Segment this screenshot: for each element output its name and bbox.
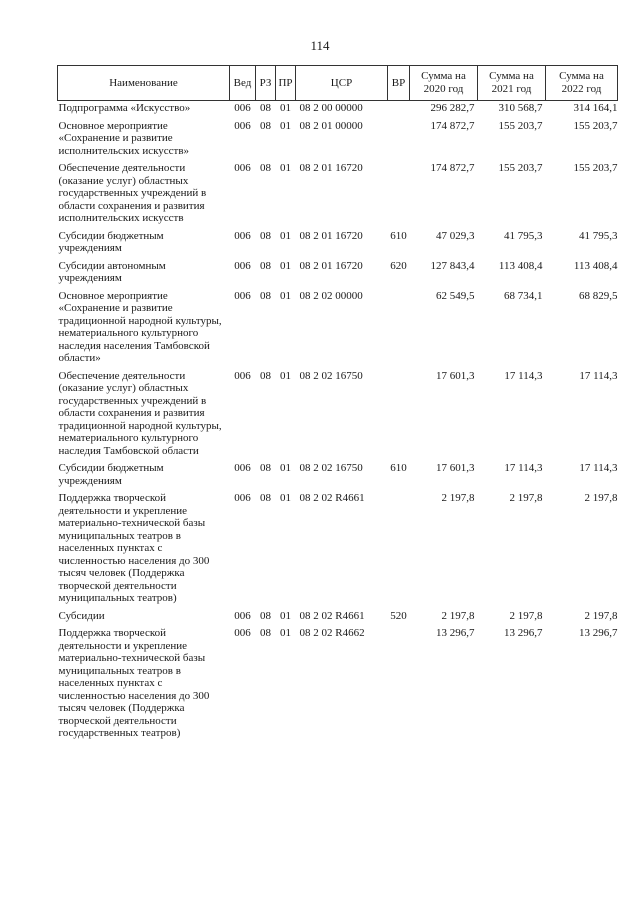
cell-sum-2022: 113 408,4	[573, 259, 618, 272]
cell-ved: 006	[234, 609, 251, 622]
cell-pr: 01	[280, 609, 291, 622]
cell-name: Поддержка творческой деятельности и укрепление материально-технической базы муниципальных театров в населенных пунктах с численностью населения до 300 тысяч человек (Поддержка творческой деятельности государственных театров)	[58, 627, 210, 739]
cell-ved: 006	[234, 627, 251, 639]
cell-sum-2022: 155 203,7	[573, 119, 618, 132]
cell-rz: 08	[260, 462, 271, 474]
cell-ved: 006	[234, 102, 251, 114]
header-vr: ВР	[388, 66, 410, 101]
cell-name: Субсидии автономным учреждениям	[58, 259, 166, 284]
cell-sum-2020: 174 872,7	[430, 162, 475, 174]
table-row	[58, 491, 618, 609]
cell-vr	[388, 161, 410, 229]
cell-sum-2020: 2 197,8	[441, 609, 475, 622]
cell-vr	[388, 119, 410, 162]
cell-csr: 08 2 01 00000	[299, 119, 363, 132]
cell-ved: 006	[234, 162, 251, 174]
cell-pr: 01	[280, 119, 291, 132]
cell-sum-2021: 155 203,7	[498, 162, 543, 174]
cell-sum-2021: 310 568,7	[498, 102, 543, 114]
table-row	[58, 626, 618, 744]
cell-name: Субсидии бюджетным учреждениям	[58, 462, 164, 487]
cell-csr: 08 2 01 16720	[299, 229, 363, 242]
cell-rz: 08	[260, 369, 271, 382]
table-header	[58, 66, 618, 101]
cell-csr: 08 2 02 R4661	[299, 609, 365, 622]
cell-sum-2022: 17 114,3	[579, 369, 618, 382]
cell-csr: 08 2 02 00000	[299, 289, 363, 302]
cell-rz: 08	[260, 492, 271, 504]
cell-sum-2020: 17 601,3	[436, 462, 475, 474]
cell-vr: 620	[390, 259, 407, 272]
cell-pr: 01	[280, 627, 291, 639]
cell-rz: 08	[260, 229, 271, 242]
cell-vr: 520	[390, 609, 407, 622]
header-ved: Вед	[230, 66, 256, 101]
header-sum-2022: Сумма на 2022 год	[546, 66, 618, 101]
cell-sum-2022: 2 197,8	[584, 492, 618, 504]
cell-vr	[388, 626, 410, 744]
table-row	[58, 461, 618, 491]
cell-name: Субсидии	[58, 609, 105, 622]
cell-csr: 08 2 02 R4662	[299, 627, 365, 639]
cell-sum-2021: 13 296,7	[504, 627, 543, 639]
cell-sum-2020: 174 872,7	[430, 119, 475, 132]
cell-sum-2020: 296 282,7	[430, 102, 475, 114]
cell-name: Подпрограмма «Искусство»	[58, 102, 191, 114]
cell-ved: 006	[234, 289, 251, 302]
cell-vr	[388, 369, 410, 462]
header-sum-2020: Сумма на 2020 год	[410, 66, 478, 101]
cell-name: Субсидии бюджетным учреждениям	[58, 229, 164, 254]
cell-rz: 08	[260, 609, 271, 622]
table-row	[58, 259, 618, 289]
cell-name: Основное мероприятие «Сохранение и развитие исполнительских искусств»	[58, 119, 190, 157]
cell-name: Обеспечение деятельности (оказание услуг) областных государственных учреждений в области сохранения и развития традиционной народной культуры, нематериального культурного наследия Тамбовской области	[58, 369, 222, 457]
cell-pr: 01	[280, 369, 291, 382]
header-name: Наименование	[58, 66, 230, 101]
cell-sum-2022: 41 795,3	[579, 229, 618, 242]
cell-ved: 006	[234, 369, 251, 382]
cell-ved: 006	[234, 119, 251, 132]
cell-sum-2021: 68 734,1	[504, 289, 543, 302]
table-row	[58, 369, 618, 462]
cell-sum-2021: 2 197,8	[509, 492, 543, 504]
cell-pr: 01	[280, 289, 291, 302]
cell-pr: 01	[280, 102, 291, 114]
cell-sum-2021: 41 795,3	[504, 229, 543, 242]
cell-sum-2022: 13 296,7	[579, 627, 618, 639]
cell-rz: 08	[260, 259, 271, 272]
cell-vr	[388, 289, 410, 369]
cell-csr: 08 2 02 16750	[299, 462, 363, 474]
table-body	[58, 101, 618, 744]
table-row	[58, 101, 618, 119]
cell-csr: 08 2 00 00000	[299, 102, 363, 114]
cell-pr: 01	[280, 462, 291, 474]
cell-sum-2020: 17 601,3	[436, 369, 475, 382]
cell-csr: 08 2 01 16720	[299, 162, 363, 174]
cell-rz: 08	[260, 162, 271, 174]
cell-sum-2020: 127 843,4	[430, 259, 475, 272]
cell-pr: 01	[280, 259, 291, 272]
table-row	[58, 161, 618, 229]
cell-ved: 006	[234, 492, 251, 504]
cell-sum-2022: 17 114,3	[579, 462, 618, 474]
cell-vr: 610	[390, 229, 407, 242]
cell-csr: 08 2 02 R4661	[299, 492, 365, 504]
table-row	[58, 609, 618, 627]
cell-name: Поддержка творческой деятельности и укрепление материально-технической базы муниципальных театров в населенных пунктах с численностью населения до 300 тысяч человек (Поддержка творческой деятельности муниципальных театров)	[58, 492, 210, 604]
cell-ved: 006	[234, 462, 251, 474]
cell-ved: 006	[234, 259, 251, 272]
cell-name: Основное мероприятие «Сохранение и развитие традиционной народной культуры, нематериального культурного наследия населения Тамбовской области»	[58, 289, 222, 364]
cell-pr: 01	[280, 492, 291, 504]
header-csr: ЦСР	[296, 66, 388, 101]
cell-rz: 08	[260, 119, 271, 132]
cell-sum-2021: 155 203,7	[498, 119, 543, 132]
cell-pr: 01	[280, 162, 291, 174]
table-row	[58, 229, 618, 259]
cell-vr	[388, 101, 410, 119]
cell-sum-2020: 62 549,5	[436, 289, 475, 302]
cell-ved: 006	[234, 229, 251, 242]
cell-sum-2022: 155 203,7	[573, 162, 618, 174]
cell-sum-2021: 17 114,3	[504, 462, 543, 474]
cell-sum-2021: 2 197,8	[509, 609, 543, 622]
cell-name: Обеспечение деятельности (оказание услуг) областных государственных учреждений в области сохранения и развития исполнительских искусств	[58, 162, 207, 224]
budget-table	[57, 65, 618, 744]
cell-sum-2021: 113 408,4	[498, 259, 543, 272]
cell-sum-2020: 13 296,7	[436, 627, 475, 639]
table-row	[58, 119, 618, 162]
table-row	[58, 289, 618, 369]
cell-vr	[388, 491, 410, 609]
cell-sum-2022: 314 164,1	[573, 102, 618, 114]
cell-vr: 610	[390, 462, 407, 474]
cell-sum-2020: 2 197,8	[441, 492, 475, 504]
cell-csr: 08 2 02 16750	[299, 369, 363, 382]
header-sum-2021: Сумма на 2021 год	[478, 66, 546, 101]
page-number: 114	[310, 38, 330, 53]
cell-sum-2021: 17 114,3	[504, 369, 543, 382]
header-pr: ПР	[276, 66, 296, 101]
cell-rz: 08	[260, 102, 271, 114]
cell-csr: 08 2 01 16720	[299, 259, 363, 272]
cell-rz: 08	[260, 627, 271, 639]
header-rz: РЗ	[256, 66, 276, 101]
cell-sum-2020: 47 029,3	[436, 229, 475, 242]
cell-pr: 01	[280, 229, 291, 242]
cell-sum-2022: 68 829,5	[579, 289, 618, 302]
cell-sum-2022: 2 197,8	[584, 609, 618, 622]
cell-rz: 08	[260, 289, 271, 302]
